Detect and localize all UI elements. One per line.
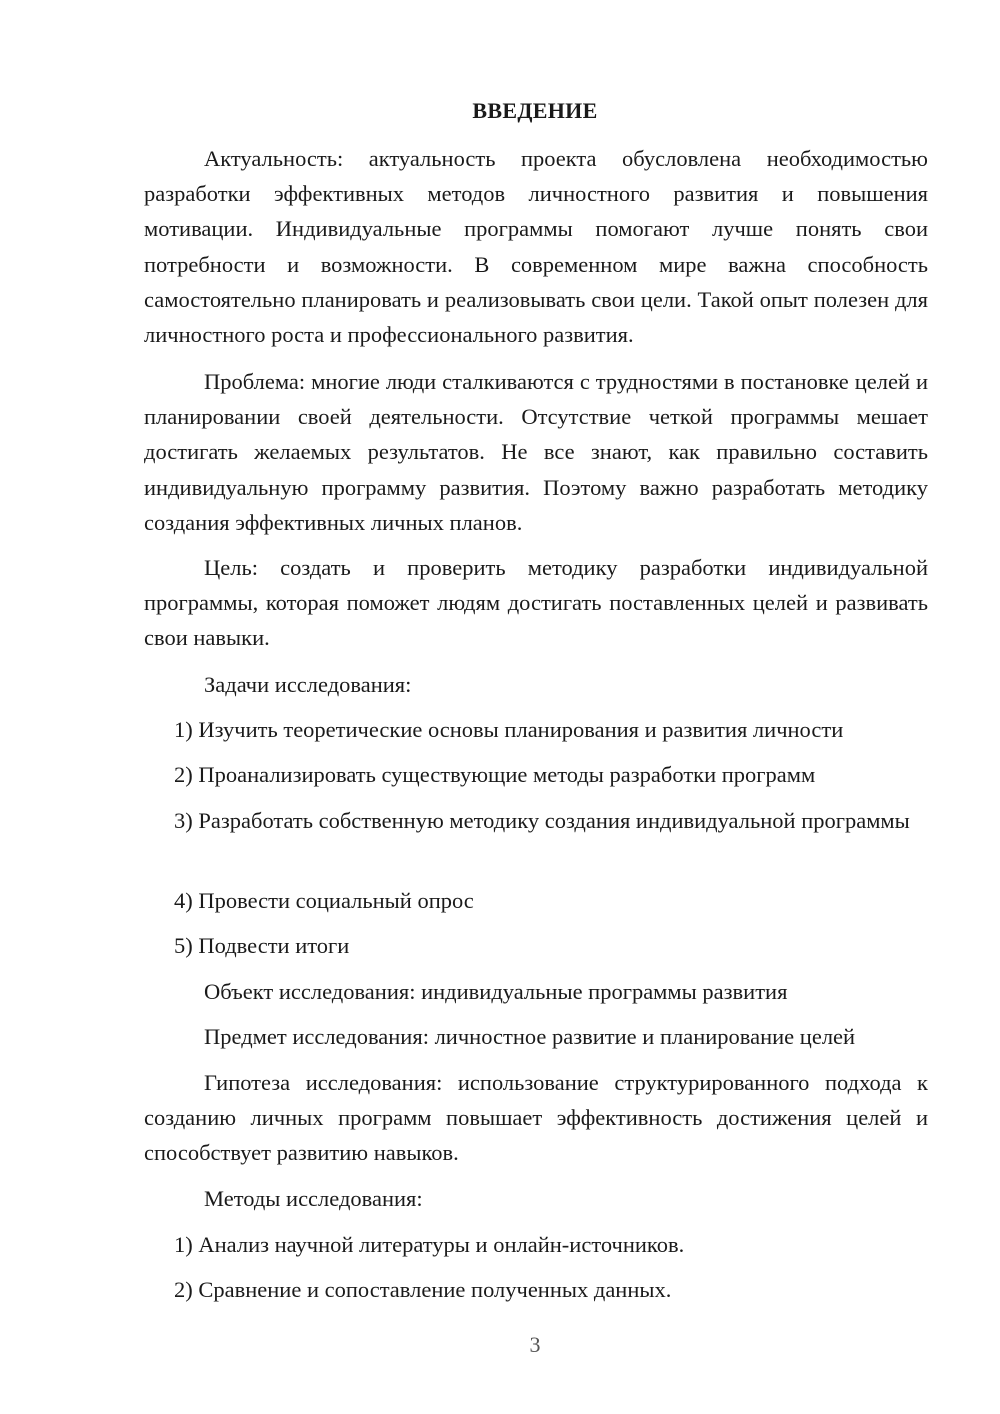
task-item-5: 5) Подвести итоги [174,933,350,958]
page-number: 3 [529,1332,541,1357]
relevance-paragraph: Актуальность: актуальность проекта обусловлена необходимостью разработки эффективных методов личностного развития и повышения мотивации. Индивидуальные программы помогают лучше понять свои потребности и возможности. В современном мире важна способность самостоятельно планировать и реализовывать свои цели. Такой опыт полезен для личностного роста и профессионального развития. [144,146,928,348]
task-item-1: 1) Изучить теоретические основы планирования и развития личности [174,717,844,742]
hypothesis-paragraph: Гипотеза исследования: использование структурированного подхода к созданию личных программ повышает эффективность достижения целей и способствует развитию навыков. [144,1070,928,1166]
task-item-2: 2) Проанализировать существующие методы разработки программ [174,762,816,787]
object-line: Объект исследования: индивидуальные программы развития [204,979,788,1004]
subject-line: Предмет исследования: личностное развитие и планирование целей [204,1024,856,1049]
section-heading: ВВЕДЕНИЕ [472,98,598,123]
task-item-3: 3) Разработать собственную методику создания индивидуальной программы [174,808,910,833]
tasks-title: Задачи исследования: [204,672,412,697]
method-item-2: 2) Сравнение и сопоставление полученных данных. [174,1277,672,1302]
methods-title: Методы исследования: [204,1186,423,1211]
task-item-4: 4) Провести социальный опрос [174,888,474,913]
problem-paragraph: Проблема: многие люди сталкиваются с трудностями в постановке целей и планировании своей деятельности. Отсутствие четкой программы мешает достигать желаемых результатов. Не все знают, как правильно составить индивидуальную программу развития. Поэтому важно разработать методику создания эффективных личных планов. [144,369,928,535]
method-item-1: 1) Анализ научной литературы и онлайн-источников. [174,1232,685,1257]
goal-paragraph: Цель: создать и проверить методику разработки индивидуальной программы, которая поможет людям достигать поставленных целей и развивать свои навыки. [144,555,928,651]
